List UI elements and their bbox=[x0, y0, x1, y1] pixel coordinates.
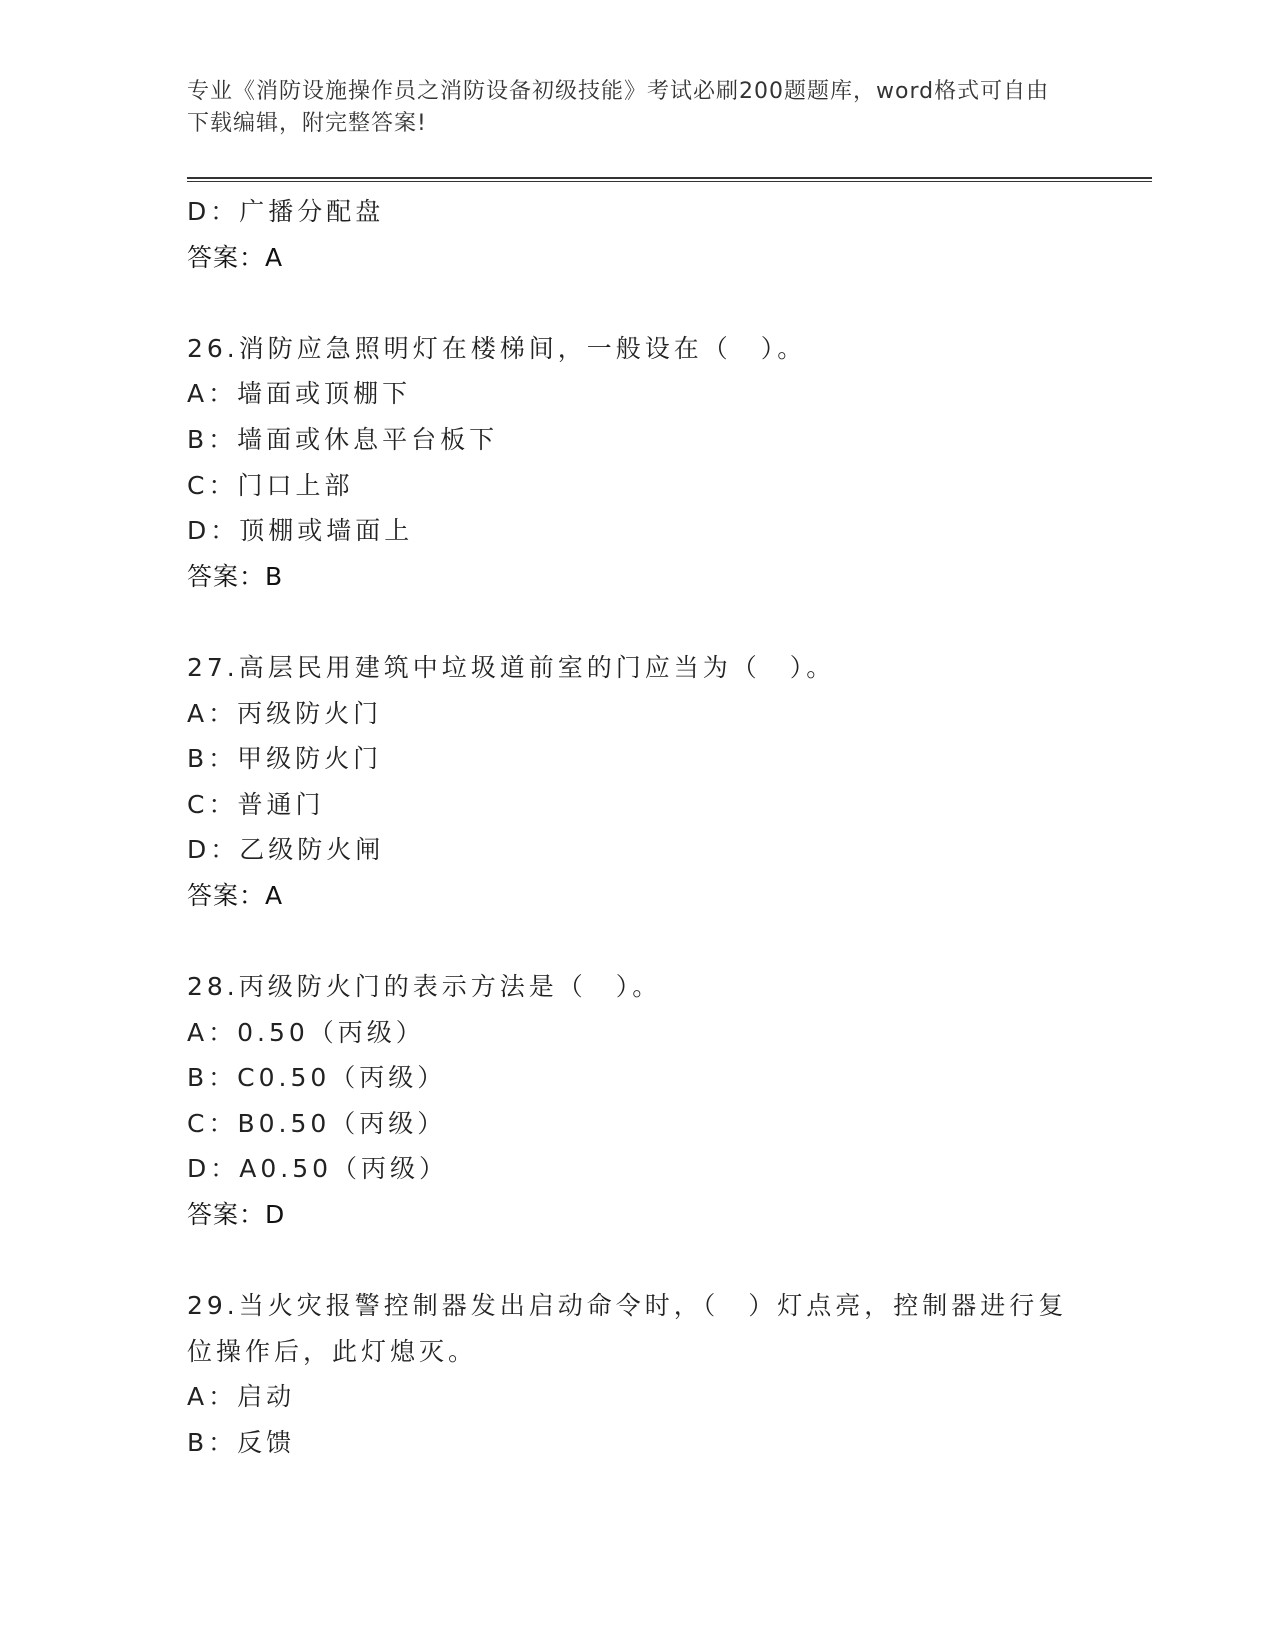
option-a: A：丙级防火门 bbox=[187, 698, 383, 728]
spacer bbox=[187, 1238, 1152, 1284]
carry-over-answer: 答案：A bbox=[187, 242, 284, 272]
spacer bbox=[187, 599, 1152, 645]
option-d: D：顶棚或墙面上 bbox=[187, 516, 414, 546]
option-c: C：B0.50（丙级） bbox=[187, 1108, 447, 1138]
header-divider bbox=[187, 177, 1152, 182]
question-26 bbox=[187, 326, 1152, 600]
answer: 答案：A bbox=[187, 880, 284, 910]
question-content bbox=[187, 189, 1152, 1466]
option-d: D：A0.50（丙级） bbox=[187, 1154, 449, 1184]
spacer bbox=[187, 280, 1152, 326]
option-d: D：乙级防火闸 bbox=[187, 835, 385, 865]
option-c: C：普通门 bbox=[187, 789, 325, 819]
document-header-title: 专业《消防设施操作员之消防设备初级技能》考试必刷200题题库，word格式可自由下载编辑，附完整答案! bbox=[187, 79, 1050, 136]
answer: 答案：D bbox=[187, 1200, 286, 1230]
answer: 答案：B bbox=[187, 561, 284, 591]
option-b: B：反馈 bbox=[187, 1428, 296, 1458]
question-stem: 27.高层民用建筑中垃圾道前室的门应当为（ ）。 bbox=[187, 652, 836, 682]
option-a: A：墙面或顶棚下 bbox=[187, 379, 412, 409]
option-a: A：0.50（丙级） bbox=[187, 1017, 425, 1047]
question-stem: 26.消防应急照明灯在楼梯间，一般设在（ ）。 bbox=[187, 333, 807, 363]
question-stem: 29.当火灾报警控制器发出启动命令时，（ ）灯点亮，控制器进行复位操作后，此灯熄灭。 bbox=[187, 1291, 1068, 1366]
option-c: C：门口上部 bbox=[187, 470, 354, 500]
option-b: B：C0.50（丙级） bbox=[187, 1063, 447, 1093]
carry-over-option-d: D：广播分配盘 bbox=[187, 197, 385, 226]
option-b: B：甲级防火门 bbox=[187, 744, 383, 774]
spacer bbox=[187, 919, 1152, 965]
option-b: B：墙面或休息平台板下 bbox=[187, 424, 499, 454]
question-stem: 28.丙级防火门的表示方法是（ ）。 bbox=[187, 972, 662, 1002]
question-27 bbox=[187, 645, 1152, 919]
question-29 bbox=[187, 1283, 1152, 1465]
question-28 bbox=[187, 964, 1152, 1238]
option-a: A：启动 bbox=[187, 1382, 296, 1412]
